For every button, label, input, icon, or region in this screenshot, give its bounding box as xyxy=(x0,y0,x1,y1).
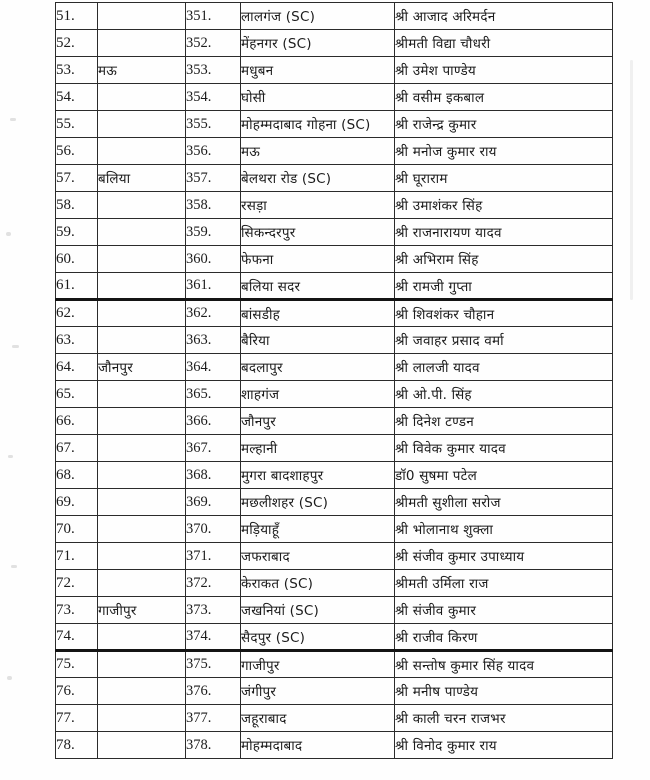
cell-district-name: जौनपुर xyxy=(98,354,186,381)
cell-constituency-number: 354. xyxy=(186,84,241,111)
table-row xyxy=(56,219,613,246)
cell-representative-name: डॉ0 सुषमा पटेल xyxy=(395,462,613,489)
table-row xyxy=(56,732,613,759)
cell-serial-number: 60. xyxy=(56,246,98,273)
cell-serial-number: 71. xyxy=(56,543,98,570)
cell-district-name xyxy=(98,678,186,705)
cell-constituency-name: मुगरा बादशाहपुर xyxy=(241,462,395,489)
cell-serial-number: 58. xyxy=(56,192,98,219)
table-row xyxy=(56,570,613,597)
cell-district-name xyxy=(98,462,186,489)
cell-district-name xyxy=(98,408,186,435)
cell-constituency-name: मधुबन xyxy=(241,57,395,84)
table-row xyxy=(56,624,613,651)
cell-constituency-number: 369. xyxy=(186,489,241,516)
cell-constituency-number: 373. xyxy=(186,597,241,624)
cell-representative-name: श्री संजीव कुमार उपाध्याय xyxy=(395,543,613,570)
cell-constituency-name: जौनपुर xyxy=(241,408,395,435)
table-row xyxy=(56,111,613,138)
cell-constituency-name: सिकन्दरपुर xyxy=(241,219,395,246)
cell-representative-name: श्री सन्तोष कुमार सिंह यादव xyxy=(395,651,613,678)
cell-constituency-name: सैदपुर (SC) xyxy=(241,624,395,651)
table-row xyxy=(56,84,613,111)
cell-constituency-name: शाहगंज xyxy=(241,381,395,408)
table-row xyxy=(56,651,613,678)
scan-artifact xyxy=(6,232,11,236)
cell-serial-number: 63. xyxy=(56,327,98,354)
cell-district-name xyxy=(98,624,186,651)
cell-representative-name: श्री राजनारायण यादव xyxy=(395,219,613,246)
cell-representative-name: श्रीमती उर्मिला राज xyxy=(395,570,613,597)
cell-serial-number: 67. xyxy=(56,435,98,462)
cell-serial-number: 74. xyxy=(56,624,98,651)
cell-district-name xyxy=(98,138,186,165)
cell-serial-number: 73. xyxy=(56,597,98,624)
cell-constituency-name: मेंहनगर (SC) xyxy=(241,30,395,57)
cell-serial-number: 55. xyxy=(56,111,98,138)
cell-representative-name: श्री भोलानाथ शुक्ला xyxy=(395,516,613,543)
cell-district-name xyxy=(98,489,186,516)
cell-district-name xyxy=(98,84,186,111)
cell-representative-name: श्री काली चरन राजभर xyxy=(395,705,613,732)
cell-serial-number: 66. xyxy=(56,408,98,435)
scan-artifact xyxy=(8,455,13,458)
cell-representative-name: श्री विनोद कुमार राय xyxy=(395,732,613,759)
cell-serial-number: 76. xyxy=(56,678,98,705)
cell-serial-number: 75. xyxy=(56,651,98,678)
table-row xyxy=(56,300,613,327)
cell-representative-name: श्री ओ.पी. सिंह xyxy=(395,381,613,408)
table-row xyxy=(56,30,613,57)
cell-district-name xyxy=(98,327,186,354)
cell-representative-name: श्रीमती सुशीला सरोज xyxy=(395,489,613,516)
cell-constituency-number: 359. xyxy=(186,219,241,246)
cell-constituency-name: बदलापुर xyxy=(241,354,395,381)
table-row xyxy=(56,516,613,543)
table-row xyxy=(56,354,613,381)
cell-representative-name: श्री शिवशंकर चौहान xyxy=(395,300,613,327)
cell-district-name xyxy=(98,705,186,732)
cell-constituency-number: 376. xyxy=(186,678,241,705)
cell-serial-number: 62. xyxy=(56,300,98,327)
cell-serial-number: 72. xyxy=(56,570,98,597)
cell-constituency-number: 364. xyxy=(186,354,241,381)
cell-constituency-name: मड़ियाहूँ xyxy=(241,516,395,543)
cell-district-name: बलिया xyxy=(98,165,186,192)
table-row xyxy=(56,435,613,462)
cell-constituency-number: 374. xyxy=(186,624,241,651)
cell-constituency-name: गाजीपुर xyxy=(241,651,395,678)
cell-district-name xyxy=(98,300,186,327)
cell-district-name xyxy=(98,381,186,408)
cell-district-name xyxy=(98,543,186,570)
cell-constituency-number: 360. xyxy=(186,246,241,273)
cell-serial-number: 54. xyxy=(56,84,98,111)
cell-constituency-name: फेफना xyxy=(241,246,395,273)
constituency-table xyxy=(55,2,613,759)
cell-serial-number: 59. xyxy=(56,219,98,246)
table-row xyxy=(56,408,613,435)
cell-representative-name: श्री आजाद अरिमर्दन xyxy=(395,3,613,30)
cell-constituency-number: 351. xyxy=(186,3,241,30)
cell-serial-number: 61. xyxy=(56,273,98,300)
cell-serial-number: 68. xyxy=(56,462,98,489)
cell-constituency-name: बैरिया xyxy=(241,327,395,354)
cell-representative-name: श्री राजीव किरण xyxy=(395,624,613,651)
scan-artifact xyxy=(7,676,12,680)
cell-district-name xyxy=(98,273,186,300)
cell-constituency-name: बेलथरा रोड (SC) xyxy=(241,165,395,192)
cell-representative-name: श्री रामजी गुप्ता xyxy=(395,273,613,300)
cell-representative-name: श्री वसीम इकबाल xyxy=(395,84,613,111)
cell-constituency-name: लालगंज (SC) xyxy=(241,3,395,30)
cell-representative-name: श्री अभिराम सिंह xyxy=(395,246,613,273)
scan-artifact xyxy=(12,345,19,348)
table-row xyxy=(56,381,613,408)
cell-district-name xyxy=(98,192,186,219)
cell-constituency-name: जखनियां (SC) xyxy=(241,597,395,624)
cell-serial-number: 64. xyxy=(56,354,98,381)
cell-constituency-number: 355. xyxy=(186,111,241,138)
table-row xyxy=(56,678,613,705)
scan-artifact xyxy=(11,565,17,568)
scan-artifact xyxy=(10,118,16,121)
cell-district-name xyxy=(98,111,186,138)
cell-constituency-number: 357. xyxy=(186,165,241,192)
cell-constituency-name: मोहम्मदाबाद गोहना (SC) xyxy=(241,111,395,138)
cell-representative-name: श्री विवेक कुमार यादव xyxy=(395,435,613,462)
cell-constituency-number: 363. xyxy=(186,327,241,354)
cell-representative-name: श्री जवाहर प्रसाद वर्मा xyxy=(395,327,613,354)
cell-district-name xyxy=(98,570,186,597)
table-row xyxy=(56,246,613,273)
cell-representative-name: श्री राजेन्द्र कुमार xyxy=(395,111,613,138)
cell-serial-number: 52. xyxy=(56,30,98,57)
cell-constituency-name: मछलीशहर (SC) xyxy=(241,489,395,516)
cell-constituency-name: रसड़ा xyxy=(241,192,395,219)
cell-serial-number: 56. xyxy=(56,138,98,165)
cell-constituency-number: 366. xyxy=(186,408,241,435)
cell-representative-name: श्री लालजी यादव xyxy=(395,354,613,381)
table-row xyxy=(56,192,613,219)
cell-constituency-number: 358. xyxy=(186,192,241,219)
cell-serial-number: 69. xyxy=(56,489,98,516)
cell-constituency-number: 362. xyxy=(186,300,241,327)
cell-representative-name: श्री उमेश पाण्डेय xyxy=(395,57,613,84)
table-row xyxy=(56,57,613,84)
cell-constituency-name: बलिया सदर xyxy=(241,273,395,300)
cell-constituency-name: मोहम्मदाबाद xyxy=(241,732,395,759)
cell-constituency-number: 356. xyxy=(186,138,241,165)
cell-serial-number: 51. xyxy=(56,3,98,30)
cell-constituency-number: 371. xyxy=(186,543,241,570)
cell-constituency-number: 368. xyxy=(186,462,241,489)
table-row xyxy=(56,273,613,300)
cell-district-name xyxy=(98,516,186,543)
table-row xyxy=(56,489,613,516)
cell-serial-number: 65. xyxy=(56,381,98,408)
cell-constituency-number: 361. xyxy=(186,273,241,300)
cell-constituency-number: 370. xyxy=(186,516,241,543)
cell-district-name xyxy=(98,651,186,678)
cell-serial-number: 70. xyxy=(56,516,98,543)
cell-constituency-number: 377. xyxy=(186,705,241,732)
table-row xyxy=(56,462,613,489)
cell-constituency-number: 352. xyxy=(186,30,241,57)
table-row xyxy=(56,138,613,165)
cell-serial-number: 53. xyxy=(56,57,98,84)
cell-district-name xyxy=(98,435,186,462)
scan-artifact xyxy=(630,60,633,300)
cell-constituency-name: घोसी xyxy=(241,84,395,111)
table-row xyxy=(56,3,613,30)
cell-constituency-number: 365. xyxy=(186,381,241,408)
cell-constituency-name: जहूराबाद xyxy=(241,705,395,732)
cell-constituency-name: जफराबाद xyxy=(241,543,395,570)
cell-representative-name: श्री मनीष पाण्डेय xyxy=(395,678,613,705)
table-body xyxy=(56,3,613,759)
cell-representative-name: श्री घूराराम xyxy=(395,165,613,192)
cell-district-name xyxy=(98,3,186,30)
cell-constituency-number: 353. xyxy=(186,57,241,84)
cell-constituency-number: 367. xyxy=(186,435,241,462)
cell-constituency-name: बांसडीह xyxy=(241,300,395,327)
cell-representative-name: श्री दिनेश टण्डन xyxy=(395,408,613,435)
cell-district-name: मऊ xyxy=(98,57,186,84)
cell-district-name xyxy=(98,219,186,246)
cell-representative-name: श्री संजीव कुमार xyxy=(395,597,613,624)
cell-district-name: गाजीपुर xyxy=(98,597,186,624)
cell-constituency-name: मल्हानी xyxy=(241,435,395,462)
cell-district-name xyxy=(98,732,186,759)
cell-district-name xyxy=(98,30,186,57)
cell-representative-name: श्रीमती विद्या चौधरी xyxy=(395,30,613,57)
cell-constituency-name: मऊ xyxy=(241,138,395,165)
cell-constituency-number: 375. xyxy=(186,651,241,678)
cell-representative-name: श्री उमाशंकर सिंह xyxy=(395,192,613,219)
table-row xyxy=(56,327,613,354)
table-row xyxy=(56,165,613,192)
cell-serial-number: 77. xyxy=(56,705,98,732)
cell-constituency-name: जंगीपुर xyxy=(241,678,395,705)
cell-serial-number: 57. xyxy=(56,165,98,192)
cell-constituency-number: 378. xyxy=(186,732,241,759)
table-row xyxy=(56,543,613,570)
table-row xyxy=(56,705,613,732)
cell-constituency-number: 372. xyxy=(186,570,241,597)
table-row xyxy=(56,597,613,624)
cell-representative-name: श्री मनोज कुमार राय xyxy=(395,138,613,165)
cell-serial-number: 78. xyxy=(56,732,98,759)
cell-district-name xyxy=(98,246,186,273)
cell-constituency-name: केराकत (SC) xyxy=(241,570,395,597)
